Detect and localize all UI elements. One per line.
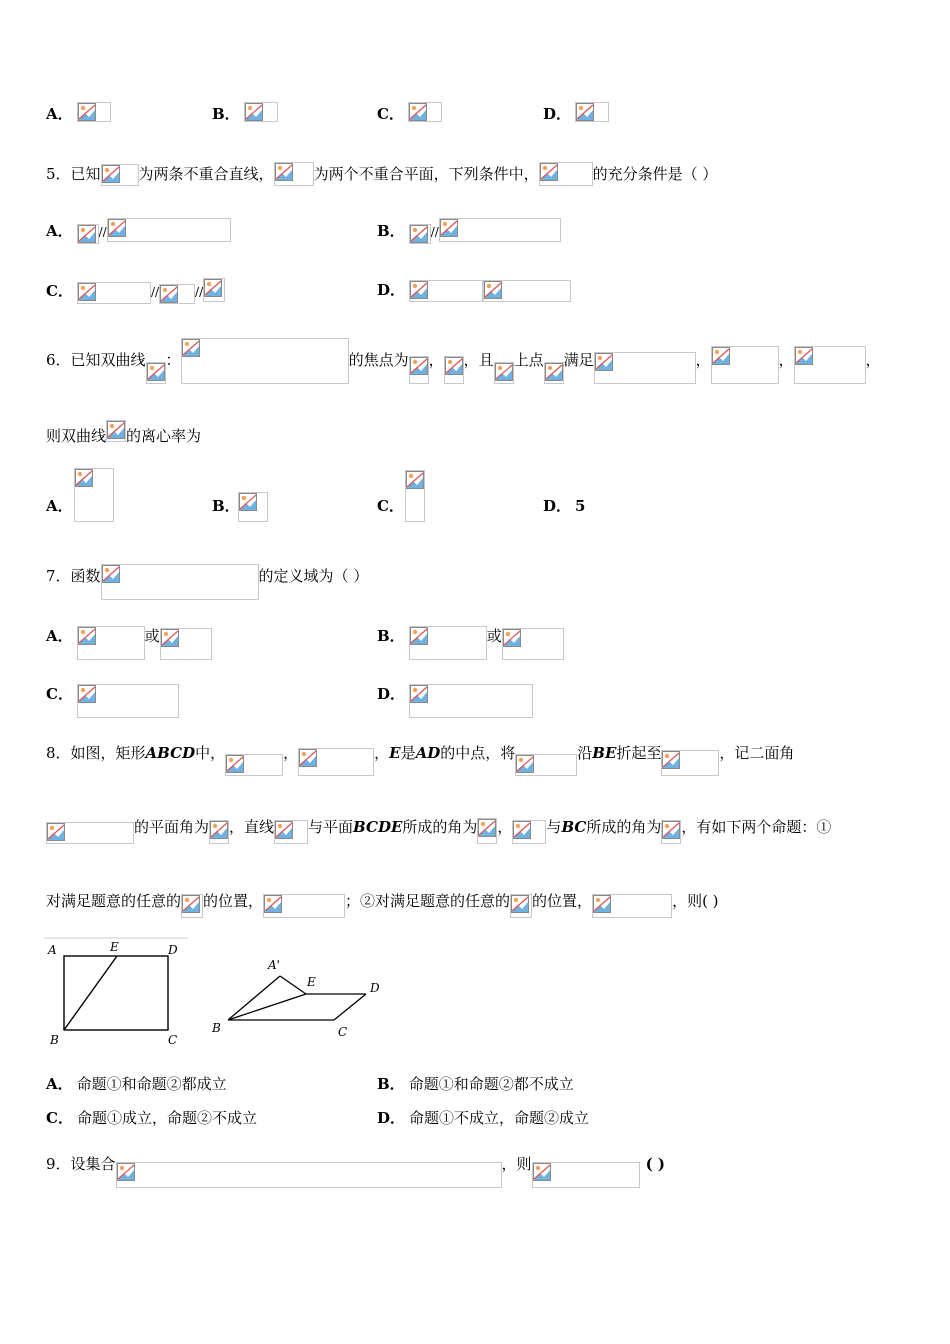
q7-option-d: [377, 670, 533, 706]
q8-text: 的位置，: [532, 892, 593, 910]
option-text: 命题①和命题②都不成立: [408, 1075, 574, 1093]
q8-math: E: [389, 744, 401, 762]
q4-option-d: D．: [543, 105, 572, 123]
broken-image-icon: [409, 684, 533, 718]
q5-stem: [46, 162, 717, 186]
q8-math: AD: [415, 744, 441, 762]
q6-text: 上点: [513, 351, 544, 369]
broken-image-icon: [159, 284, 195, 304]
q6-text: 则双曲线: [46, 427, 107, 445]
q8-text: 的位置，: [203, 892, 264, 910]
q8-text: 所成的角为: [402, 818, 478, 836]
label-c: C: [168, 1033, 178, 1047]
option-label: C．: [46, 1109, 73, 1127]
option-label: A．: [46, 497, 73, 515]
q6-text: 满足: [563, 351, 594, 369]
q8-text: 8．如图，矩形: [46, 744, 146, 762]
option-value: 5: [575, 497, 586, 515]
broken-image-icon: [794, 346, 866, 384]
broken-image-icon: [532, 1162, 640, 1188]
broken-image-icon: [209, 820, 229, 844]
broken-image-icon: [494, 362, 514, 384]
q8-option-b: [377, 1072, 574, 1096]
q5-option-d: [377, 278, 571, 302]
q6-text: ，: [865, 351, 881, 369]
broken-image-icon: [409, 224, 431, 244]
broken-image-icon: [483, 280, 571, 302]
label-a-prime: A': [268, 958, 280, 972]
q8-option-d: [377, 1106, 589, 1130]
broken-image-icon: [274, 162, 314, 186]
label-e: E: [110, 940, 119, 954]
broken-image-icon: [106, 420, 126, 442]
broken-image-icon: [661, 820, 681, 844]
broken-image-icon: [661, 750, 719, 776]
q5-option-a: [46, 218, 231, 242]
folded-figure: [206, 952, 392, 1042]
q6-text: 的离心率为: [126, 427, 202, 445]
option-label: B．: [377, 627, 405, 645]
q5-text: 为两条不重合直线，: [138, 165, 274, 183]
q6-text: ：: [165, 351, 181, 369]
q8-math: BE: [592, 744, 617, 762]
broken-image-icon: [512, 820, 546, 844]
q9-stem: [46, 1140, 665, 1173]
broken-image-icon: [238, 492, 268, 522]
parallel-symbol: //: [195, 285, 204, 299]
broken-image-icon: [594, 352, 696, 384]
q5-option-c: [46, 278, 225, 302]
q8-stem-line3: [46, 878, 719, 908]
option-label: D．: [377, 1109, 406, 1127]
q8-text: ，: [374, 744, 390, 762]
q9-text: ，则: [501, 1155, 532, 1173]
broken-image-icon: [544, 362, 564, 384]
q8-math: BCDE: [353, 818, 403, 836]
q4-option-a: A．: [46, 105, 73, 123]
q9-text: 9．设集合: [46, 1155, 116, 1173]
broken-image-icon: [46, 822, 134, 844]
q9-text: ( ): [645, 1155, 665, 1173]
option-label: C．: [377, 497, 404, 515]
q7-option-c: [46, 670, 179, 706]
broken-image-icon: [74, 468, 114, 522]
option-label: D．: [377, 685, 406, 703]
broken-image-icon: [77, 626, 145, 660]
broken-image-icon: [502, 628, 564, 660]
broken-image-icon: [181, 894, 203, 918]
label-c: C: [338, 1025, 348, 1039]
q7-text: 7．函数: [46, 567, 101, 585]
q8-text: ；②对满足题意的任意的: [345, 892, 511, 910]
or-text: 或: [144, 627, 160, 645]
q8-text: 是: [400, 744, 416, 762]
q4-option-c: C．: [377, 105, 404, 123]
broken-image-icon: [515, 754, 577, 776]
q8-text: ，记二面角: [719, 744, 795, 762]
q4-options-b: [212, 102, 278, 126]
broken-image-icon: [116, 1162, 502, 1188]
broken-image-icon: [77, 282, 151, 304]
broken-image-icon: [592, 894, 672, 918]
broken-image-icon: [101, 164, 139, 186]
option-text: 命题①和命题②都成立: [76, 1075, 227, 1093]
broken-image-icon: [409, 626, 487, 660]
option-label: A．: [46, 222, 73, 240]
parallel-symbol: //: [150, 285, 160, 299]
q8-stem-line1: [46, 730, 794, 760]
broken-image-icon: [244, 102, 278, 122]
q6-stem: [46, 336, 881, 384]
broken-image-icon: [146, 362, 166, 384]
broken-image-icon: [510, 894, 532, 918]
q4-options-d: [543, 102, 609, 126]
label-d: D: [168, 943, 178, 957]
option-text: 命题①不成立，命题②成立: [409, 1109, 590, 1127]
broken-image-icon: [439, 218, 561, 242]
q8-text: ，直线: [229, 818, 275, 836]
q4-option-b: B．: [212, 105, 240, 123]
broken-image-icon: [77, 102, 111, 122]
rectangle-abcd-figure: [44, 936, 194, 1048]
q6-text: ，: [778, 351, 794, 369]
q7-text: 的定义域为（ ）: [258, 567, 369, 585]
q4-options-c: [377, 102, 442, 126]
q8-text: ，: [497, 818, 513, 836]
q8-text: 折起至: [616, 744, 662, 762]
q6-line2: [46, 420, 201, 444]
q6-text: ，: [428, 351, 444, 369]
broken-image-icon: [274, 820, 308, 844]
q7-stem: [46, 552, 368, 590]
q8-text: 对满足题意的任意的: [46, 892, 182, 910]
option-label: D．: [543, 497, 572, 515]
broken-image-icon: [444, 356, 464, 384]
label-b: B: [212, 1021, 221, 1035]
q6-option-d: [543, 494, 585, 518]
broken-image-icon: [408, 102, 442, 122]
q8-option-c: [46, 1106, 257, 1130]
broken-image-icon: [181, 338, 349, 384]
q7-option-b: [377, 612, 564, 648]
option-label: B．: [377, 222, 405, 240]
q5-text: 的充分条件是（ ）: [592, 165, 718, 183]
broken-image-icon: [409, 280, 483, 302]
option-text: 命题①成立，命题②不成立: [76, 1109, 257, 1127]
option-label: B．: [212, 497, 240, 515]
q8-text: 中，: [195, 744, 226, 762]
broken-image-icon: [77, 684, 179, 718]
q8-text: ，有如下两个命题：①: [681, 818, 832, 836]
q5-option-b: [377, 218, 561, 242]
q8-text: ，则( ): [672, 892, 719, 910]
q5-text: 为两个不重合平面，下列条件中，: [313, 165, 539, 183]
label-b: B: [50, 1033, 59, 1047]
broken-image-icon: [107, 218, 231, 242]
broken-image-icon: [225, 754, 283, 776]
label-a: A: [48, 943, 57, 957]
q8-text: 沿: [577, 744, 593, 762]
broken-image-icon: [101, 564, 259, 600]
parallel-symbol: //: [98, 225, 107, 239]
q8-math: BC: [561, 818, 587, 836]
broken-image-icon: [409, 356, 429, 384]
q8-text: ，: [283, 744, 299, 762]
option-label: A．: [46, 1075, 73, 1093]
broken-image-icon: [160, 628, 212, 660]
label-d: D: [370, 981, 380, 995]
q8-text: 所成的角为: [586, 818, 662, 836]
broken-image-icon: [539, 162, 593, 186]
broken-image-icon: [77, 224, 99, 244]
option-label: A．: [46, 627, 73, 645]
broken-image-icon: [711, 346, 779, 384]
label-e: E: [307, 975, 316, 989]
q5-text: 5．已知: [46, 165, 101, 183]
broken-image-icon: [405, 470, 425, 522]
broken-image-icon: [477, 818, 497, 844]
q8-text: 的中点，将: [440, 744, 516, 762]
broken-image-icon: [263, 894, 345, 918]
q8-text: 与: [546, 818, 562, 836]
q6-text: ，: [695, 351, 711, 369]
q8-stem-line2: [46, 804, 831, 834]
or-text: 或: [486, 627, 502, 645]
q6-text: 的焦点为: [348, 351, 409, 369]
q6-text: ，且: [463, 351, 494, 369]
q6-text: 6．已知双曲线: [46, 351, 146, 369]
broken-image-icon: [298, 748, 374, 776]
parallel-symbol: //: [430, 225, 439, 239]
option-label: B．: [377, 1075, 405, 1093]
q8-option-a: [46, 1072, 227, 1096]
option-label: C．: [46, 282, 73, 300]
option-label: D．: [377, 281, 406, 299]
q7-option-a: [46, 612, 212, 648]
q8-text: 的平面角为: [134, 818, 210, 836]
q8-text: 与平面: [308, 818, 354, 836]
q4-options: [46, 102, 111, 126]
broken-image-icon: [575, 102, 609, 122]
q8-math: ABCD: [145, 744, 196, 762]
broken-image-icon: [203, 278, 225, 302]
option-label: C．: [46, 685, 73, 703]
